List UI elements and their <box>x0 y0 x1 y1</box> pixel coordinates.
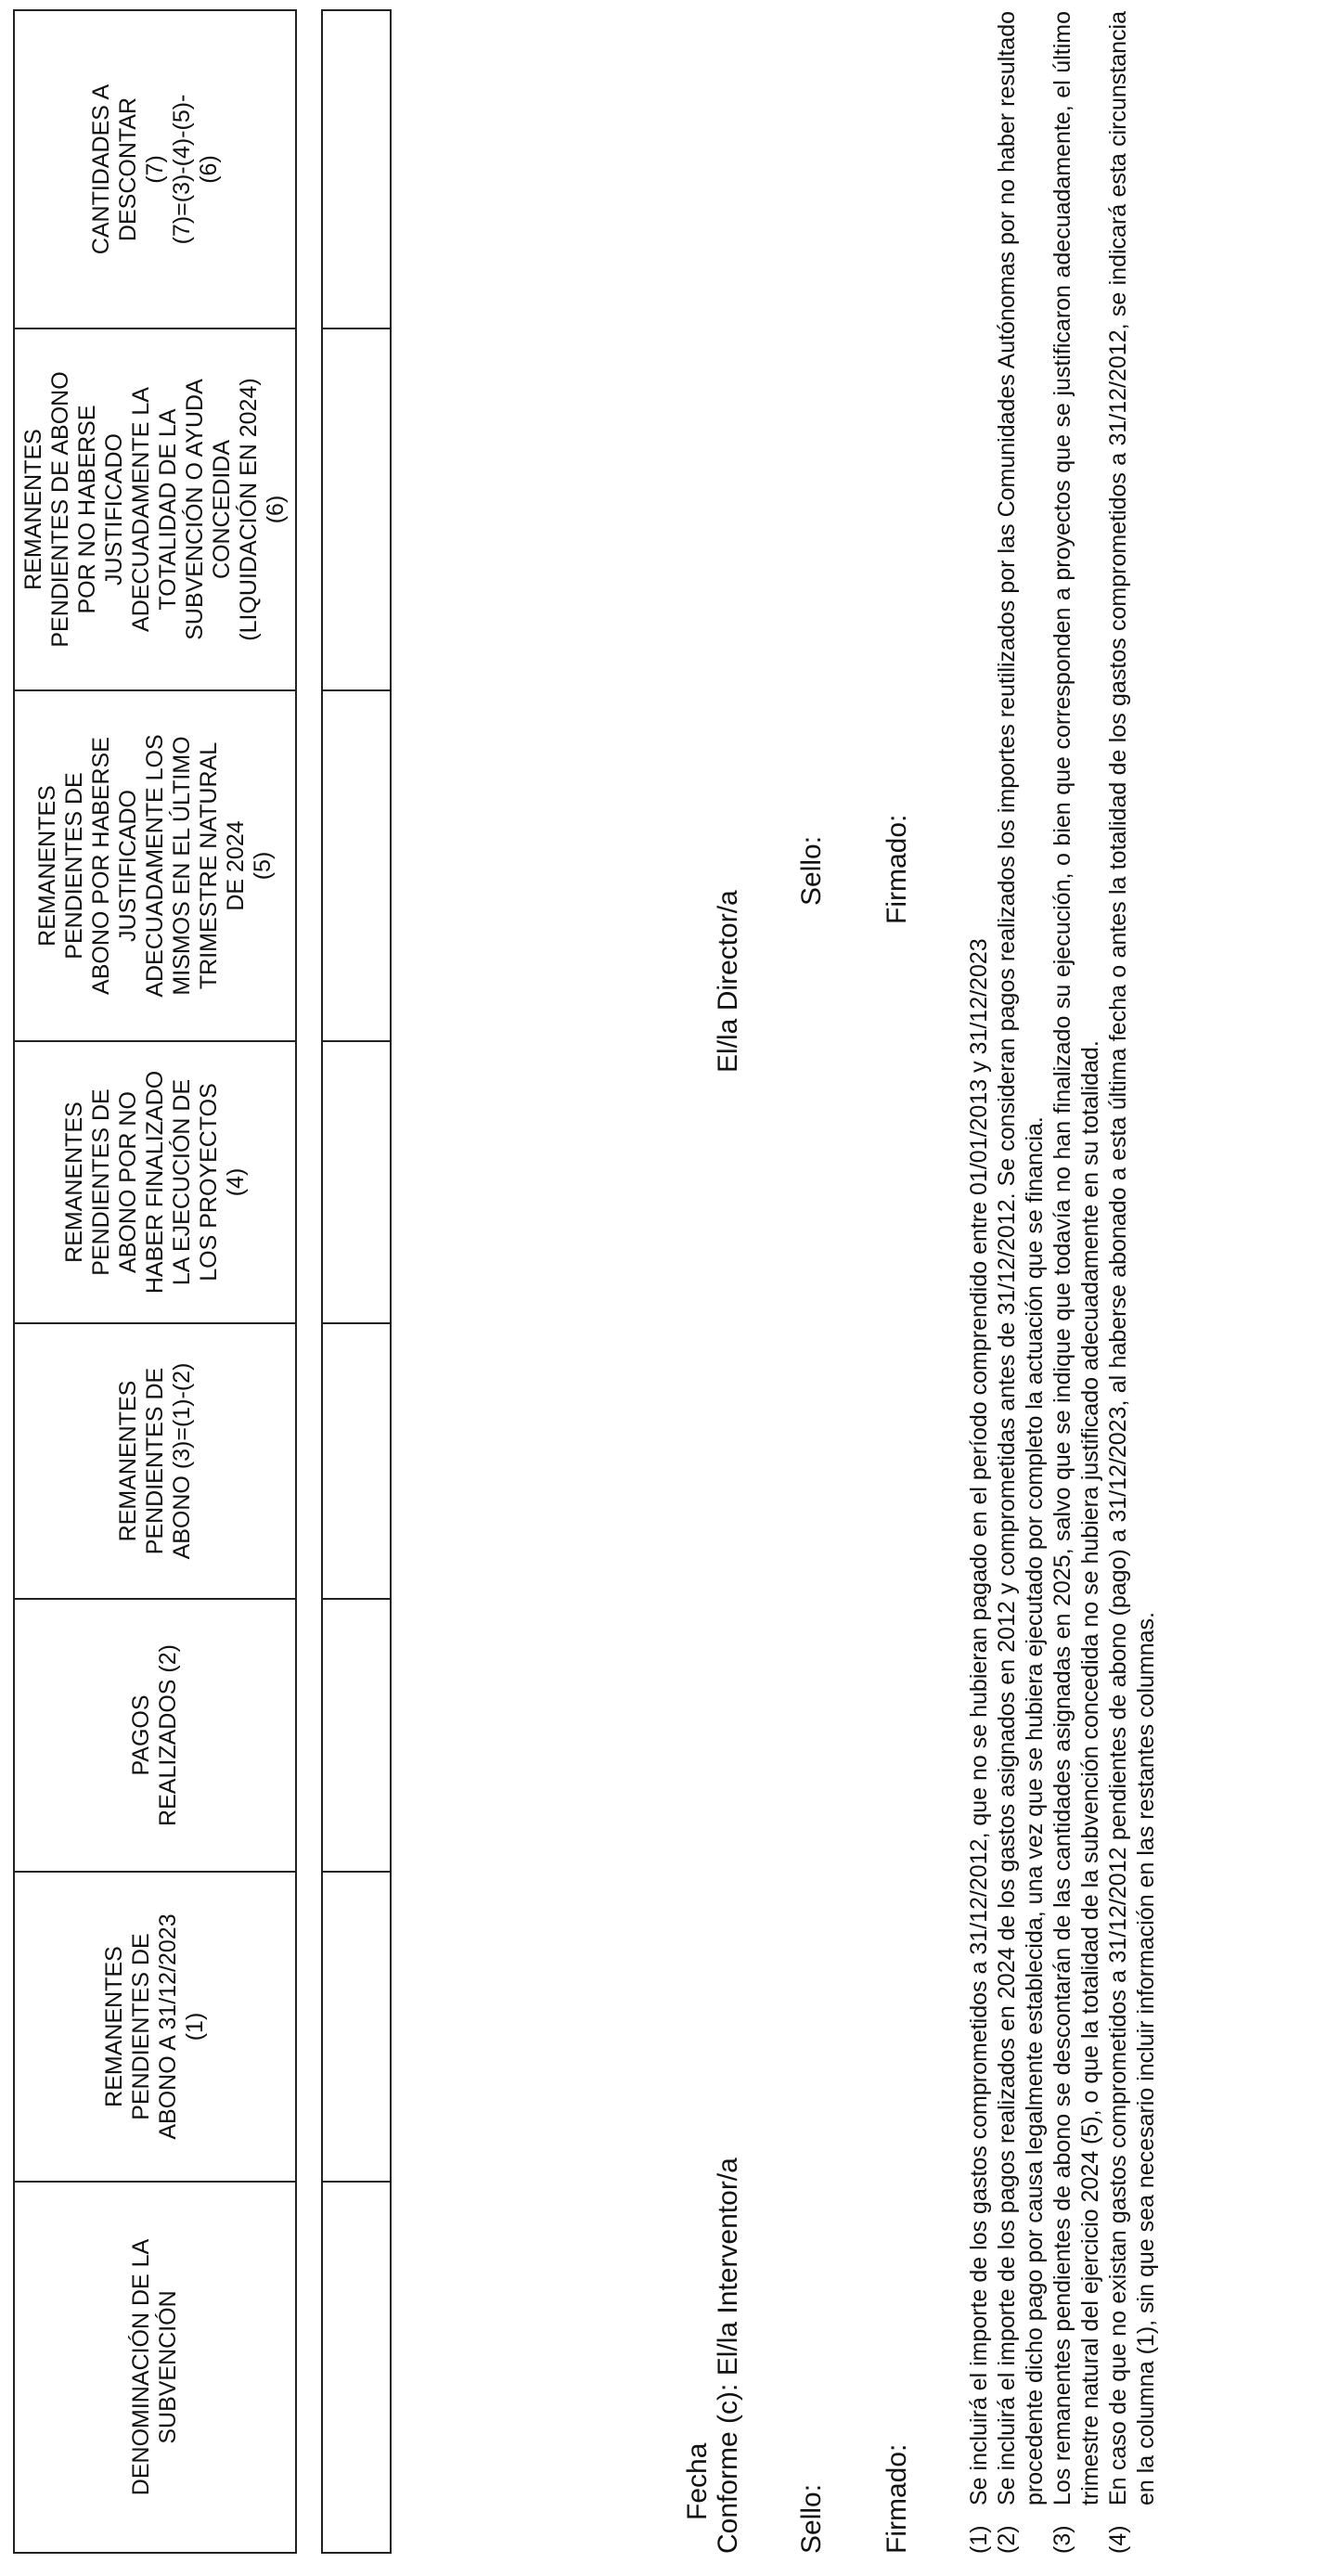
footnote-text: En caso de que no existan gastos comprometidos a 31/12/2012 pendientes de abono (pago) a 31/12/2023, al haberse abonado a esta última fecha o antes la totalidad de los gastos comprometidos a 31/12/2012, se indicará esta circunstancia en la columna (1), sin que sea necesario incluir información en las restantes columnas. <box>1105 11 1159 2505</box>
header-line: PAGOS <box>128 1694 154 1776</box>
remanentes-table <box>13 9 392 2554</box>
header-line: PENDIENTES DE <box>141 1367 168 1555</box>
header-line: REMANENTES <box>101 1946 127 2107</box>
sello-right-label: Sello: <box>796 835 827 906</box>
header-line: DE 2024 <box>222 820 249 911</box>
header-line: (6) <box>263 495 289 524</box>
header-line: REALIZADOS (2) <box>155 1644 181 1826</box>
header-line: ABONO POR NO <box>114 1091 141 1273</box>
header-line: ADECUADAMENTE LOS <box>141 734 168 998</box>
header-line: CANTIDADES A <box>87 84 114 255</box>
footnote-text: Se incluirá el importe de los gastos comprometidos a 31/12/2012, que no se hubieran pagado en el período comprendido entre 01/01/2013 y 31/12/2023 <box>966 938 992 2505</box>
header-line: REMANENTES <box>114 1380 141 1542</box>
footnote-number: (2) <box>994 2525 1020 2554</box>
footnote-2 <box>993 11 1049 2554</box>
cell-no-finalizado[interactable] <box>322 1041 391 1323</box>
header-line: JUSTIFICADO <box>114 790 141 942</box>
cell-cantidades-descontar[interactable] <box>322 10 391 328</box>
footnote-number: (1) <box>966 2525 992 2554</box>
header-no-finalizado <box>14 1041 296 1323</box>
footnote-text: Los remanentes pendientes de abono se descontarán de las cantidades asignadas en 2025, salvo que se indique que todavía no han finalizado su ejecución, o bien que corresponden a proyectos que se justificaron adecuadamente, el último trimestre natural del ejercicio 2024 (5), o que la totalidad de la subvención concedida no se hubiera justificado adecuadamente en su totalidad. <box>1049 11 1103 2505</box>
footnote-text: Se incluirá el importe de los pagos realizados en 2024 de los gastos asignados en 2012 y comprometidas antes de 31/12/2012. Se consideran pagos realizados los importes reutilizados por las Comunidades Autónomas por no haber resultado procedente dicho pago por causa legalmente establecida, una vez que se hubiera ejecutado por completo la actuación que se financia. <box>994 11 1048 2505</box>
header-pagos-realizados <box>14 1599 296 1872</box>
cell-denominacion[interactable] <box>322 2182 391 2553</box>
header-line: REMANENTES <box>60 1101 87 1263</box>
firmado-left-label: Firmado: <box>882 2443 912 2554</box>
footnote-number: (3) <box>1049 2525 1075 2554</box>
conforme-interventor-label: Conforme (c): El/la Interventor/a <box>713 2157 743 2554</box>
footnotes <box>965 11 1160 2554</box>
table-header-row <box>14 10 296 2553</box>
header-line: PENDIENTES DE <box>128 1933 154 2120</box>
header-remanentes-31-12-2023 <box>14 1872 296 2182</box>
header-line: (6) <box>195 155 222 184</box>
header-line: ABONO POR HABERSE <box>87 737 114 995</box>
table-row <box>322 10 391 2553</box>
header-remanentes-pendientes <box>14 1323 296 1599</box>
cell-justificado-ultimo-trimestre[interactable] <box>322 690 391 1041</box>
fecha-label: Fecha <box>682 2442 713 2520</box>
header-line: ADECUADAMENTE LA <box>128 387 154 632</box>
header-line: HABER FINALIZADO <box>141 1070 168 1294</box>
header-line: LOS PROYECTOS <box>195 1083 222 1282</box>
header-line: MISMOS EN EL ÚLTIMO <box>168 736 195 996</box>
header-line: (5) <box>249 851 276 881</box>
header-justificado-ultimo-trimestre <box>14 690 296 1041</box>
header-line: SUBVENCIÓN <box>155 2290 181 2444</box>
cell-remanentes-pendientes[interactable] <box>322 1323 391 1599</box>
header-line: JUSTIFICADO <box>101 433 127 586</box>
firmado-right-label: Firmado: <box>882 814 912 924</box>
header-line: PENDIENTES DE <box>60 772 87 960</box>
header-line: CONCEDIDA <box>209 440 235 580</box>
table-gap-row <box>296 10 322 2553</box>
header-line: TOTALIDAD DE LA <box>155 408 181 611</box>
cell-remanentes-31-12-2023[interactable] <box>322 1872 391 2182</box>
cell-no-justificado-totalidad[interactable] <box>322 328 391 690</box>
director-label: El/la Director/a <box>713 890 743 1073</box>
header-line: REMANENTES <box>33 785 60 947</box>
footnote-3 <box>1049 11 1104 2554</box>
sello-left-label: Sello: <box>796 2483 827 2554</box>
header-denominacion <box>14 2182 296 2553</box>
header-line: (4) <box>222 1167 249 1197</box>
header-line: POR NO HABERSE <box>74 405 100 614</box>
header-line: (LIQUIDACIÓN EN 2024) <box>236 378 262 641</box>
header-line: SUBVENCIÓN O AYUDA <box>182 379 208 640</box>
header-line: (7)=(3)-(4)-(5)- <box>168 94 195 245</box>
header-line: TRIMESTRE NATURAL <box>195 741 222 990</box>
footnote-1 <box>965 11 993 2554</box>
header-line: DESCONTAR <box>114 97 141 242</box>
footnote-4 <box>1104 11 1160 2554</box>
header-line: DENOMINACIÓN DE LA <box>128 2238 154 2496</box>
header-line: LA EJECUCIÓN DE <box>168 1078 195 1286</box>
header-no-justificado-totalidad <box>14 328 296 690</box>
header-line: REMANENTES <box>20 429 46 590</box>
cell-pagos-realizados[interactable] <box>322 1599 391 1872</box>
footnote-number: (4) <box>1105 2525 1131 2554</box>
header-line: PENDIENTES DE <box>87 1088 114 1276</box>
header-cantidades-descontar <box>14 10 296 328</box>
header-line: (1) <box>182 2012 208 2041</box>
header-line: (7) <box>141 155 168 184</box>
header-line: ABONO (3)=(1)-(2) <box>168 1362 195 1560</box>
header-line: ABONO A 31/12/2023 <box>155 1913 181 2140</box>
header-line: PENDIENTES DE ABONO <box>47 371 73 648</box>
